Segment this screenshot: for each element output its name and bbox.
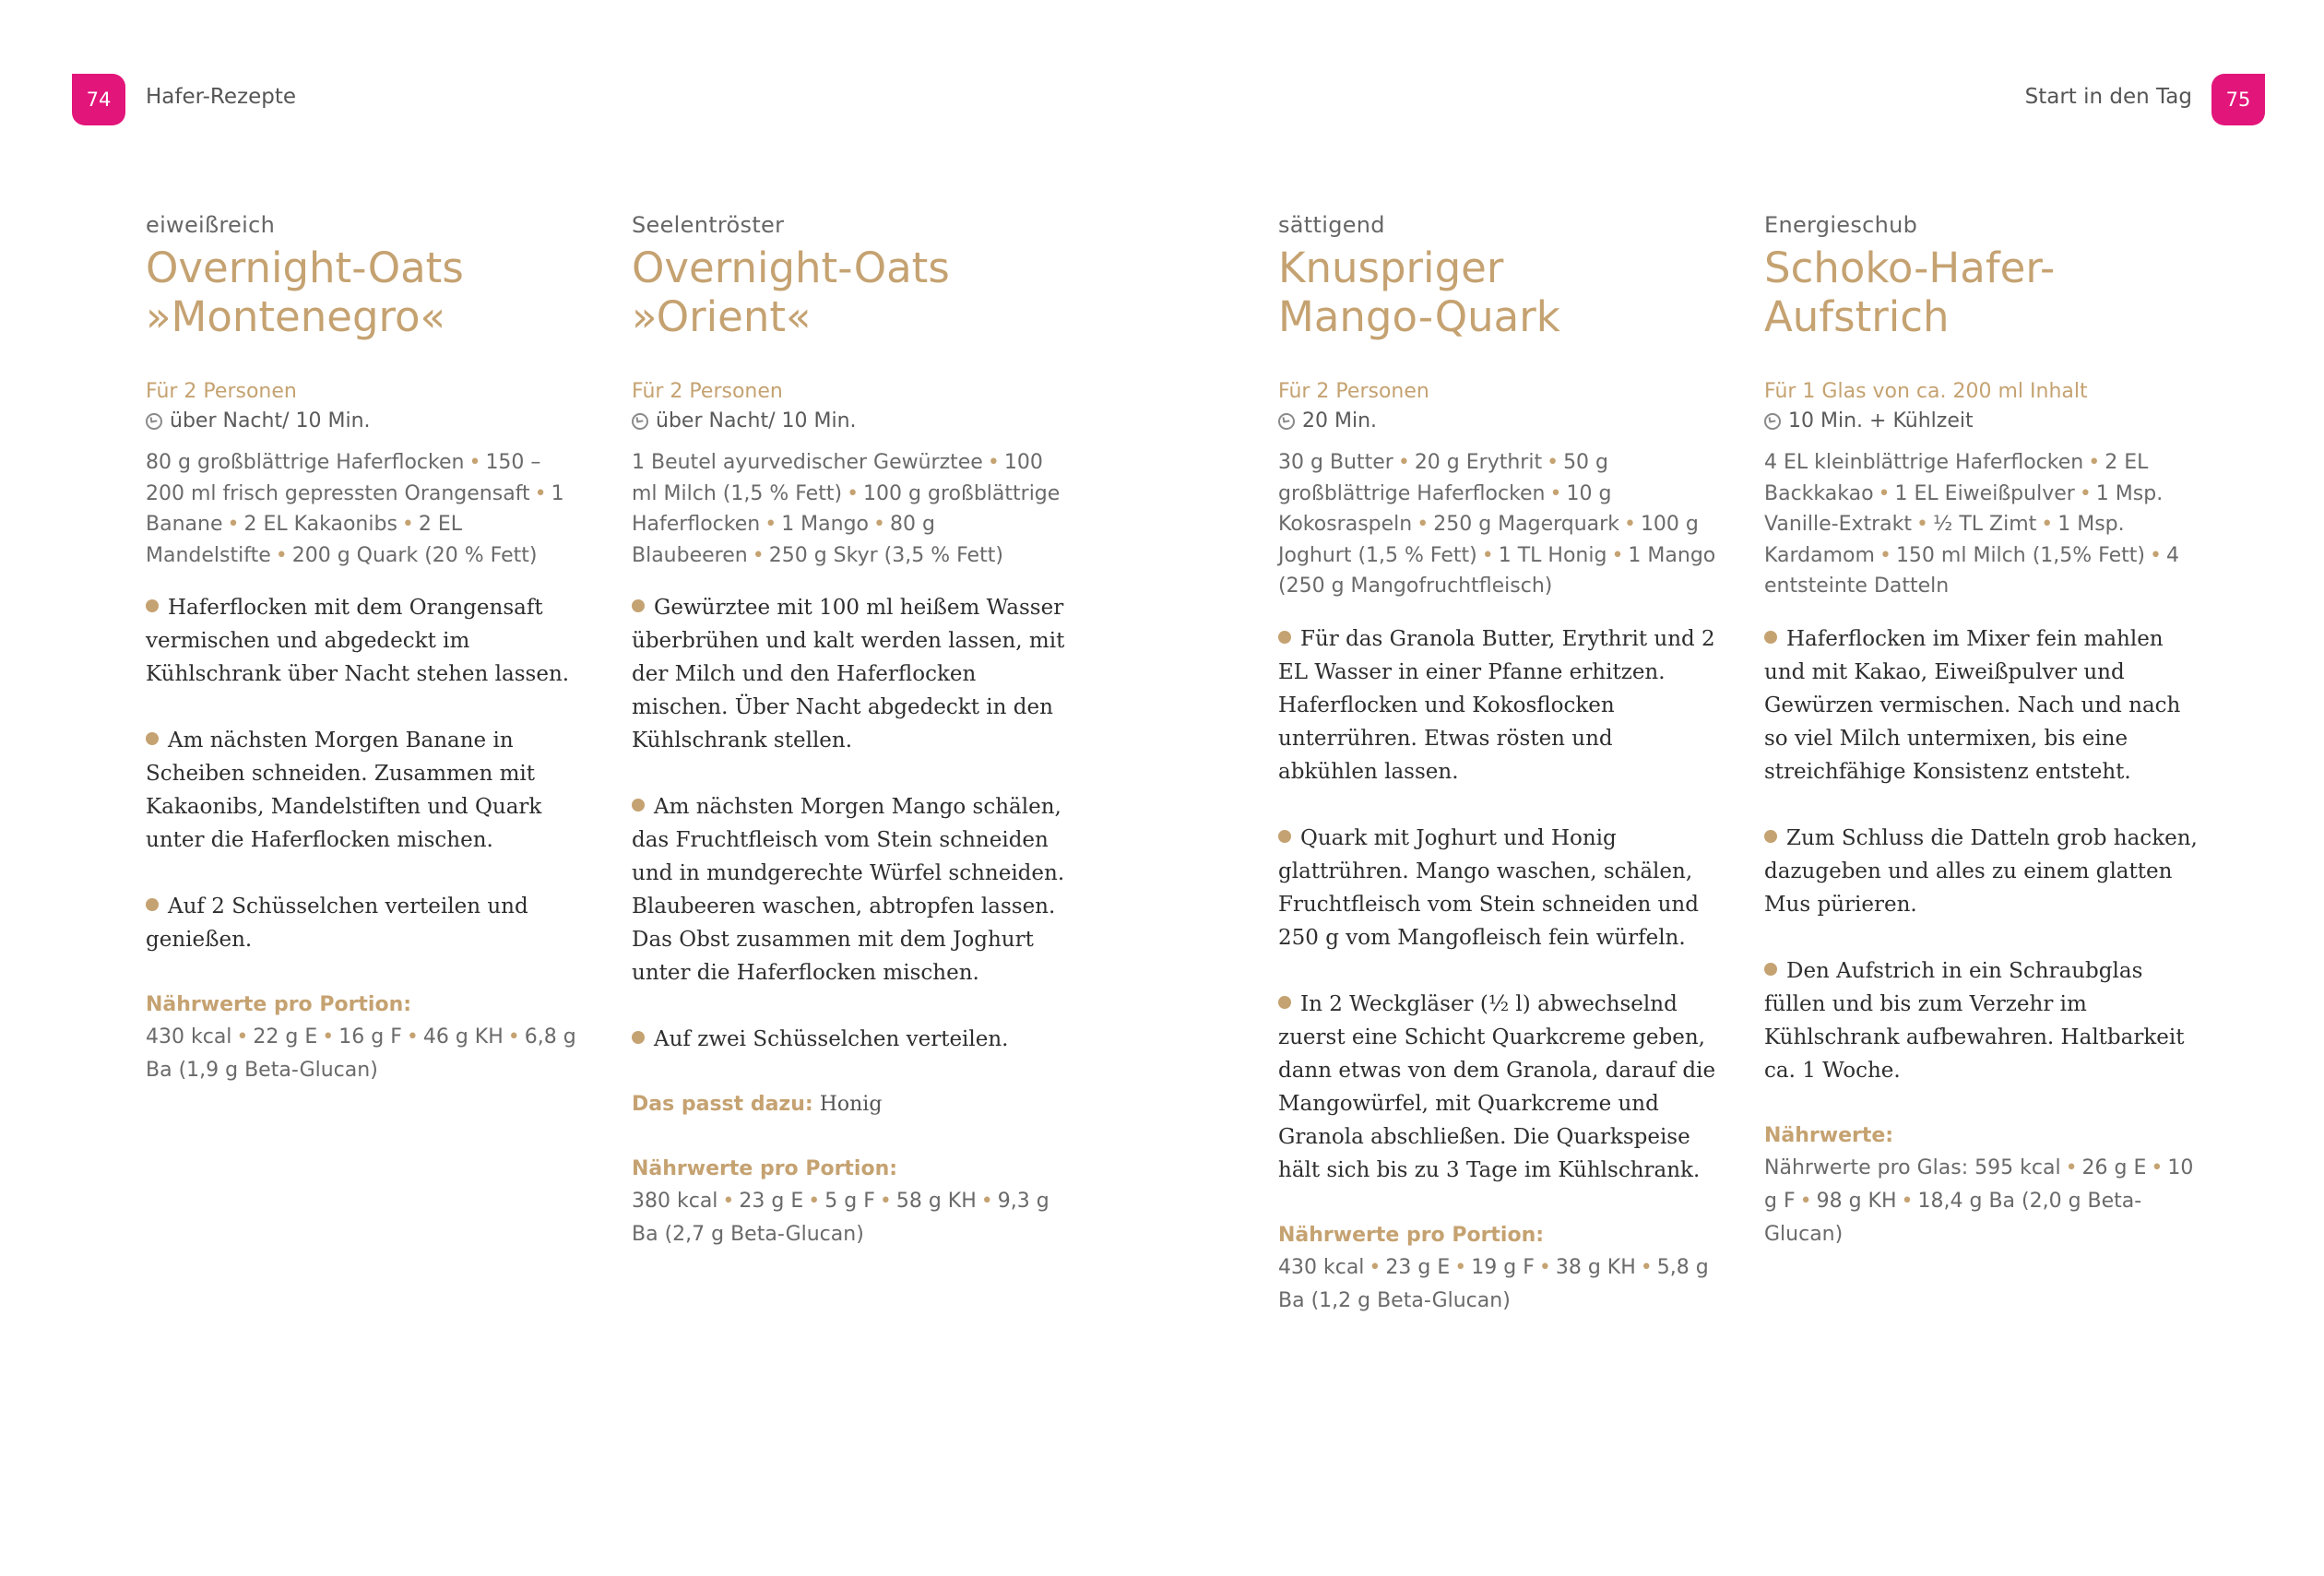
servings: Für 2 Personen [632,380,783,403]
bullet-dot-icon [1764,963,1777,976]
ingredient: 150 – 200 ml frisch gepressten Orangensaft [146,451,541,505]
separator-dot: • [1454,1255,1467,1279]
separator-dot: • [1611,543,1624,567]
separator-dot: • [752,543,765,567]
separator-dot: • [847,481,860,505]
ingredient: 80 g großblättrige Haferflocken [146,451,465,474]
separator-dot: • [808,1190,821,1213]
prep-time [1764,407,2202,436]
instruction-step [146,890,579,956]
instruction-step [1764,954,2202,1087]
separator-dot: • [1547,451,1559,474]
separator-dot: • [2088,451,2101,474]
nutrition-value: 9,3 g Ba (2,7 g Beta-Glucan) [632,1190,1049,1246]
separator-dot: • [873,513,885,536]
prep-time-text: 10 Min. + Kühlzeit [1788,409,1974,433]
separator-dot: • [2079,481,2092,505]
separator-dot: • [2065,1155,2078,1179]
recipe-title [1278,243,1716,341]
ingredient: 2 EL Backkakao [1764,451,2149,505]
separator-dot: • [1538,1255,1551,1279]
recipe-montenegro [146,212,579,1087]
recipe-meta [632,376,1070,436]
bullet-dot-icon [1278,631,1291,644]
nutrition-label: Nährwerte pro Portion: [1278,1223,1545,1247]
step-text: In 2 Weckgläser (½ l) abwechselnd zuerst eine Schicht Quarkcreme geben, dann etwas von dem Granola, darauf die Mangowürfel, mit Quarkcreme und Granola abschließen. Die Quarkspeise hält sich bis zu 3 Tage im Kühlschrank. [1278,991,1716,1182]
separator-dot: • [980,1190,993,1213]
ingredient: 200 g Quark (20 % Fett) [291,543,538,567]
nutrition-value: 18,4 g Ba (2,0 g Beta-Glucan) [1764,1189,2142,1246]
ingredient: 100 g großblättrige Haferflocken [632,481,1061,536]
nutrition-value: 38 g KH [1555,1255,1636,1279]
ingredient: 250 g Skyr (3,5 % Fett) [768,543,1003,567]
instruction-step [1764,622,2202,788]
prep-time [1278,407,1716,436]
separator-dot: • [534,481,547,505]
nutrition-value: 22 g E [253,1025,318,1049]
nutrition-value: 6,8 g Ba (1,9 g Beta-Glucan) [146,1025,576,1082]
step-text: Auf 2 Schüsselchen verteilen und genießen. [146,895,528,952]
bullet-dot-icon [146,732,159,745]
ingredient: 1 Msp. Kardamom [1764,513,2125,567]
separator-dot: • [1549,481,1562,505]
separator-dot: • [1623,513,1636,536]
bullet-dot-icon [146,599,159,612]
separator-dot: • [507,1025,520,1049]
recipe-mango-quark [1278,212,1716,1318]
separator-dot: • [2041,513,2054,536]
step-text: Am nächsten Morgen Mango schälen, das Fruchtfleisch vom Stein schneiden und in mundgerechte Würfel schneiden. Blaubeeren waschen, abtropfen lassen. Das Obst zusammen mit dem Joghurt unter die Haferflocken mischen. [632,795,1065,985]
serving-suggestion-value: Honig [819,1093,883,1116]
bullet-dot-icon [1278,996,1291,1009]
nutrition-value: 26 g E [2081,1155,2147,1179]
separator-dot: • [1879,543,1891,567]
ingredient: 100 g Joghurt (1,5 % Fett) [1278,513,1699,567]
ingredient-list [1278,447,1716,602]
recipe-title-line: Aufstrich [1764,292,1950,341]
separator-dot: • [1640,1255,1653,1279]
servings: Für 1 Glas von ca. 200 ml Inhalt [1764,380,2088,403]
recipe-meta [1764,376,2202,436]
step-text: Am nächsten Morgen Banane in Scheiben schneiden. Zusammen mit Kakaonibs, Mandelstiften und Quark unter die Haferflocken mischen. [146,729,542,852]
serving-suggestion-label: Das passt dazu: [632,1093,813,1116]
recipe-orient [632,212,1070,1251]
clock-icon [632,413,648,430]
ingredient: 30 g Butter [1278,451,1393,474]
instruction-step [146,591,579,691]
ingredient: 2 EL Mandelstifte [146,513,463,567]
separator-dot: • [879,1190,892,1213]
ingredient: 250 g Magerquark [1433,513,1619,536]
step-text: Gewürztee mit 100 ml heißem Wasser überbrühen und kalt werden lassen, mit der Milch und den Haferflocken mischen. Über Nacht abgedeckt in den Kühlschrank stellen. [632,596,1065,752]
recipe-tag: sättigend [1278,212,1385,238]
running-head-left: Hafer-Rezepte [146,85,297,109]
nutrition-label: Nährwerte pro Portion: [632,1157,898,1180]
ingredient: 1 Beutel ayurvedischer Gewürztee [632,451,983,474]
instruction-step [632,790,1070,989]
nutrition-label: Nährwerte: [1764,1123,1894,1147]
prep-time-text: über Nacht/ 10 Min. [656,409,857,433]
step-text: Zum Schluss die Datteln grob hacken, dazugeben und alles zu einem glatten Mus pürieren. [1764,825,2198,917]
recipe-title-line: Overnight-Oats [632,243,950,292]
nutrition-value: 58 g KH [895,1190,977,1213]
ingredient: 150 ml Milch (1,5% Fett) [1895,543,2145,567]
separator-dot: • [322,1025,335,1049]
instruction-steps [1278,622,1716,1187]
step-text: Auf zwei Schüsselchen verteilen. [654,1027,1009,1051]
prep-time-text: über Nacht/ 10 Min. [170,409,371,433]
ingredient-list [632,447,1070,571]
separator-dot: • [468,451,481,474]
recipe-tag: Energieschub [1764,212,1918,238]
separator-dot: • [722,1190,735,1213]
separator-dot: • [1799,1189,1812,1213]
prep-time [146,407,579,436]
instruction-step [632,591,1070,757]
clock-icon [1764,413,1781,430]
ingredient: 1 TL Honig [1498,543,1607,567]
separator-dot: • [275,543,288,567]
nutrition-value: 430 kcal [1278,1255,1365,1279]
separator-dot: • [987,451,1000,474]
recipe-title-line: »Montenegro« [146,292,446,341]
step-text: Quark mit Joghurt und Honig glattrühren. Mango waschen, schälen, Fruchtfleisch vom Stein schneiden und 250 g vom Mangofleisch fein würfeln. [1278,825,1699,950]
ingredient: 4 EL kleinblättrige Haferflocken [1764,451,2084,474]
instruction-steps [1764,622,2202,1087]
recipe-title-line: »Orient« [632,292,812,341]
recipe-tag: eiweißreich [146,212,276,238]
separator-dot: • [1397,451,1410,474]
recipe-title-line: Mango-Quark [1278,292,1560,341]
instruction-step [1278,622,1716,788]
nutrition-value: 430 kcal [146,1025,232,1049]
recipe-title-line: Overnight-Oats [146,243,464,292]
instruction-step [1764,822,2202,921]
ingredient: 100 ml Milch (1,5 % Fett) [632,451,1043,505]
step-text: Haferflocken im Mixer fein mahlen und mit Kakao, Eiweißpulver und Gewürzen vermischen. Nach und nach so viel Milch untermixen, bis eine streichfähige Konsistenz entsteht. [1764,626,2181,784]
separator-dot: • [1901,1189,1914,1213]
nutrition-values [632,1185,1070,1251]
nutrition-values [1278,1251,1716,1318]
recipe-tag: Seelentröster [632,212,785,238]
separator-dot: • [1369,1255,1381,1279]
separator-dot: • [1916,513,1928,536]
nutrition-value: 23 g E [739,1190,804,1213]
bullet-dot-icon [632,1031,645,1044]
ingredient: 80 g Blaubeeren [632,513,935,567]
recipe-meta [146,376,579,436]
ingredient: 1 Mango [781,513,870,536]
separator-dot: • [1878,481,1891,505]
recipe-schoko-aufstrich [1764,212,2202,1251]
ingredient: 4 entsteinte Datteln [1764,543,2179,598]
ingredient: 50 g großblättrige Haferflocken [1278,451,1609,505]
separator-dot: • [2151,1155,2164,1179]
separator-dot: • [227,513,240,536]
instruction-step [1278,988,1716,1187]
separator-dot: • [765,513,777,536]
ingredient-list [1764,447,2202,602]
separator-dot: • [236,1025,249,1049]
instruction-steps [146,591,579,956]
nutrition-value: 5 g F [824,1190,875,1213]
nutrition-value: Nährwerte pro Glas: 595 kcal [1764,1155,2061,1179]
ingredient: 1 Mango (250 g Mangofruchtfleisch) [1278,543,1716,598]
separator-dot: • [406,1025,419,1049]
nutrition-value: 5,8 g Ba (1,2 g Beta-Glucan) [1278,1255,1709,1312]
recipe-title [146,243,579,341]
ingredient: ½ TL Zimt [1933,513,2037,536]
separator-dot: • [401,513,414,536]
nutrition-value: 23 g E [1385,1255,1451,1279]
bullet-dot-icon [1278,830,1291,843]
servings: Für 2 Personen [146,380,297,403]
instruction-step [1278,822,1716,954]
separator-dot: • [2150,543,2162,567]
nutrition-value: 10 g F [1764,1155,2194,1213]
page-number-left: 74 [72,74,125,125]
clock-icon [146,413,162,430]
ingredient: 20 g Erythrit [1414,451,1543,474]
bullet-dot-icon [1764,631,1777,644]
instruction-steps [632,591,1070,1056]
ingredient: 1 EL Eiweißpulver [1894,481,2075,505]
prep-time [632,407,1070,436]
nutrition-value: 16 g F [338,1025,402,1049]
bullet-dot-icon [632,599,645,612]
nutrition-value: 380 kcal [632,1190,718,1213]
recipe-title [632,243,1070,341]
ingredient: 10 g Kokosraspeln [1278,481,1612,536]
recipe-title-line: Knuspriger [1278,243,1504,292]
prep-time-text: 20 Min. [1302,409,1378,433]
page-number-right: 75 [2211,74,2265,125]
instruction-step [632,1023,1070,1056]
step-text: Den Aufstrich in ein Schraubglas füllen und bis zum Verzehr im Kühlschrank aufbewahren. Haltbarkeit ca. 1 Woche. [1764,958,2185,1083]
nutrition-label: Nährwerte pro Portion: [146,993,412,1016]
running-head-right: Start in den Tag [2024,85,2192,109]
nutrition-values [1764,1152,2202,1251]
recipe-title [1764,243,2202,341]
ingredient: 1 Msp. Vanille-Extrakt [1764,481,2164,536]
step-text: Für das Granola Butter, Erythrit und 2 EL Wasser in einer Pfanne erhitzen. Haferflocken und Kokosflocken unterrühren. Etwas rösten und abkühlen lassen. [1278,626,1715,784]
recipe-meta [1278,376,1716,436]
bullet-dot-icon [146,898,159,911]
serving-suggestion [632,1089,1070,1120]
ingredient: 1 Banane [146,481,564,536]
bullet-dot-icon [1764,830,1777,843]
nutrition-value: 46 g KH [422,1025,504,1049]
servings: Für 2 Personen [1278,380,1429,403]
instruction-step [146,724,579,857]
separator-dot: • [1417,513,1429,536]
bullet-dot-icon [632,799,645,812]
step-text: Haferflocken mit dem Orangensaft vermischen und abgedeckt im Kühlschrank über Nacht stehen lassen. [146,596,570,686]
nutrition-value: 98 g KH [1816,1189,1897,1213]
recipe-title-line: Schoko-Hafer- [1764,243,2056,292]
nutrition-values [146,1021,579,1087]
clock-icon [1278,413,1295,430]
separator-dot: • [1481,543,1494,567]
nutrition-value: 19 g F [1471,1255,1535,1279]
ingredient-list [146,447,579,571]
ingredient: 2 EL Kakaonibs [243,513,397,536]
